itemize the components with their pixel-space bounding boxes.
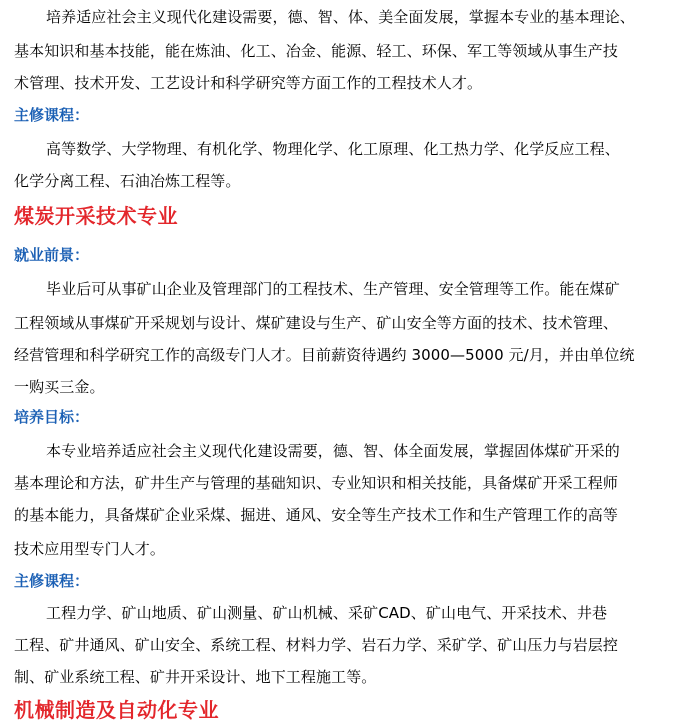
coal-goals-line-4: 技术应用型专门人才。 [14, 540, 166, 558]
coal-employment-line-4: 一购买三金。 [14, 378, 105, 396]
major-title-mechanical-automation: 机械制造及自动化专业 [14, 698, 219, 722]
coal-goals-line-3: 的基本能力，具备煤矿企业采煤、掘进、通风、安全等生产技术工作和生产管理工作的高等 [14, 506, 619, 524]
major-title-coal-mining: 煤炭开采技术专业 [14, 204, 178, 228]
coal-employment-line-3: 经营管理和科学研究工作的高级专门人才。目前薪资待遇约 3000—5000 元/月，并由单位统 [14, 346, 635, 364]
coal-courses-line-1: 工程力学、矿山地质、矿山测量、矿山机械、采矿CAD、矿山电气、开采技术、井巷 [46, 604, 608, 622]
coal-goals-line-1: 本专业培养适应社会主义现代化建设需要，德、智、体全面发展，掌握固体煤矿开采的 [46, 442, 620, 460]
coal-goals-line-2: 基本理论和方法，矿井生产与管理的基础知识、专业知识和相关技能，具备煤矿开采工程师 [14, 474, 619, 492]
prev-desc-line-1: 培养适应社会主义现代化建设需要，德、智、体、美全面发展，掌握本专业的基本理论、 [46, 8, 635, 26]
coal-employment-line-2: 工程领域从事煤矿开采规划与设计、煤矿建设与生产、矿山安全等方面的技术、技术管理、 [14, 314, 619, 332]
prev-desc-line-2: 基本知识和基本技能，能在炼油、化工、冶金、能源、轻工、环保、军工等领域从事生产技 [14, 42, 619, 60]
coal-courses-line-2: 工程、矿井通风、矿山安全、系统工程、材料力学、岩石力学、采矿学、矿山压力与岩层控 [14, 636, 619, 654]
prev-courses-line-2: 化学分离工程、石油冶炼工程等。 [14, 172, 241, 190]
prev-courses-line-1: 高等数学、大学物理、有机化学、物理化学、化工原理、化工热力学、化学反应工程、 [46, 140, 620, 158]
prev-courses-heading: 主修课程： [14, 106, 90, 124]
coal-goals-heading: 培养目标： [14, 408, 90, 426]
coal-courses-line-3: 制、矿业系统工程、矿井开采设计、地下工程施工等。 [14, 668, 377, 686]
prev-desc-line-3: 术管理、技术开发、工艺设计和科学研究等方面工作的工程技术人才。 [14, 74, 483, 92]
coal-employment-line-1: 毕业后可从事矿山企业及管理部门的工程技术、生产管理、安全管理等工作。能在煤矿 [46, 280, 620, 298]
coal-courses-heading: 主修课程： [14, 572, 90, 590]
coal-employment-heading: 就业前景： [14, 246, 90, 264]
